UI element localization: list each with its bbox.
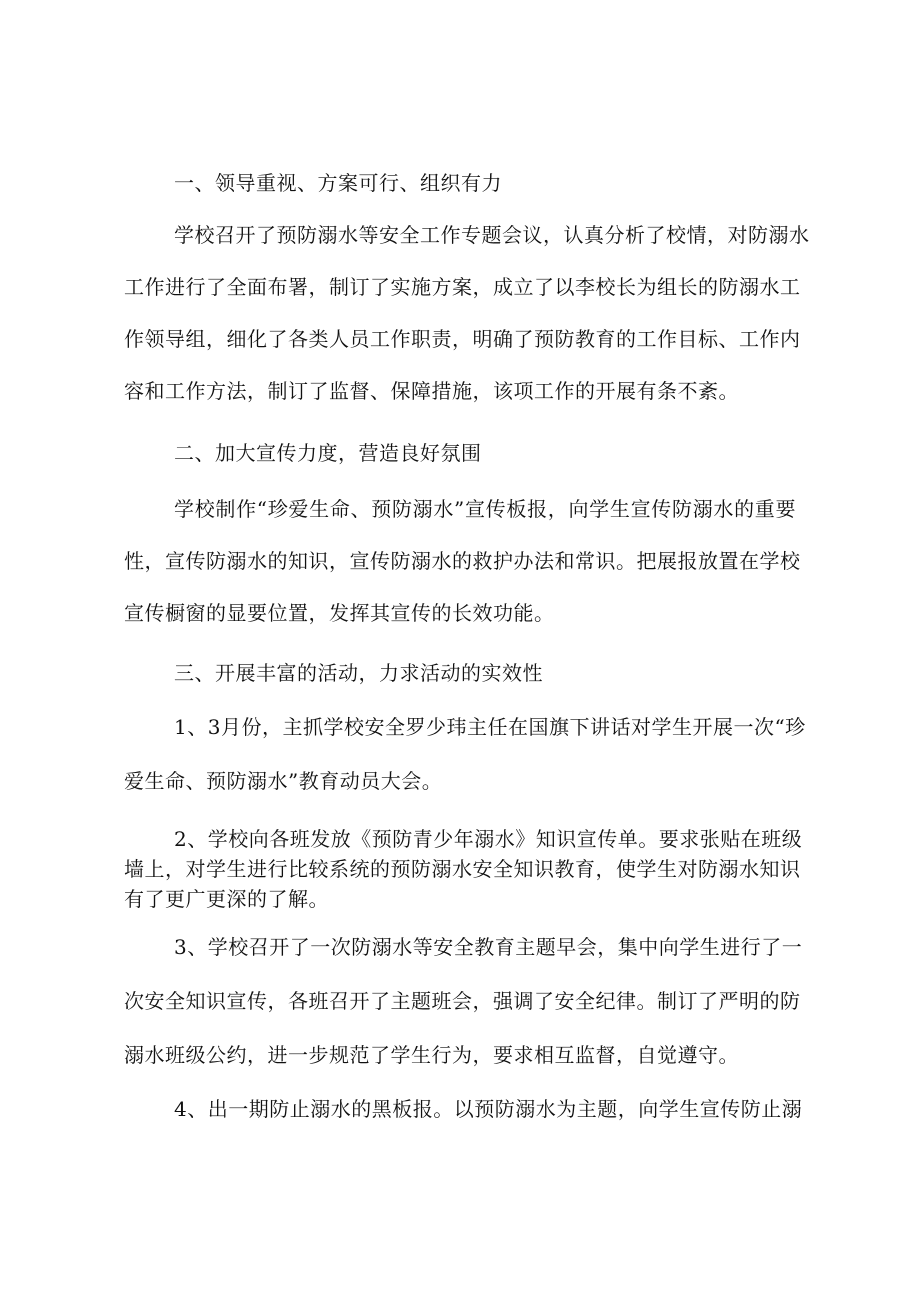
paragraph-1-line-3: 作领导组，细化了各类人员工作职责，明确了预防教育的工作目标、工作内	[124, 327, 801, 351]
item-1-line-1: 1、3月份，主抓学校安全罗少玮主任在国旗下讲话对学生开展一次“珍	[174, 715, 806, 739]
item-4-line-1: 4、出一期防止溺水的黑板报。以预防溺水为主题，向学生宣传防止溺	[174, 1097, 803, 1121]
item-3-line-1: 3、学校召开了一次防溺水等安全教育主题早会，集中向学生进行了一	[174, 935, 803, 959]
paragraph-1-line-4: 容和工作方法，制订了监督、保障措施，该项工作的开展有条不紊。	[124, 379, 739, 403]
section-heading-3: 三、开展丰富的活动，力求活动的实效性	[174, 661, 543, 685]
item-2-line-3: 有了更广更深的了解。	[124, 887, 329, 911]
paragraph-2-line-2: 性，宣传防溺水的知识，宣传防溺水的救护办法和常识。把展报放置在学校	[124, 549, 801, 573]
item-2-line-1: 2、学校向各班发放《预防青少年溺水》知识宣传单。要求张贴在班级	[174, 827, 803, 851]
item-3-line-2: 次安全知识宣传，各班召开了主题班会，强调了安全纪律。制订了严明的防	[124, 989, 801, 1013]
paragraph-1-line-1: 学校召开了预防溺水等安全工作专题会议，认真分析了校情，对防溺水	[174, 223, 810, 247]
item-2-line-2: 墙上，对学生进行比较系统的预防溺水安全知识教育，使学生对防溺水知识	[124, 857, 801, 881]
section-heading-2: 二、加大宣传力度，营造良好氛围	[174, 441, 482, 465]
section-heading-1: 一、领导重视、方案可行、组织有力	[174, 171, 502, 195]
item-1-line-2: 爱生命、预防溺水”教育动员大会。	[124, 769, 443, 793]
paragraph-1-line-2: 工作进行了全面布署，制订了实施方案，成立了以李校长为组长的防溺水工	[124, 275, 801, 299]
paragraph-2-line-3: 宣传橱窗的显要位置，发挥其宣传的长效功能。	[124, 601, 555, 625]
item-3-line-3: 溺水班级公约，进一步规范了学生行为，要求相互监督，自觉遵守。	[124, 1043, 739, 1067]
paragraph-2-line-1: 学校制作“珍爱生命、预防溺水”宣传板报，向学生宣传防溺水的重要	[174, 497, 796, 521]
